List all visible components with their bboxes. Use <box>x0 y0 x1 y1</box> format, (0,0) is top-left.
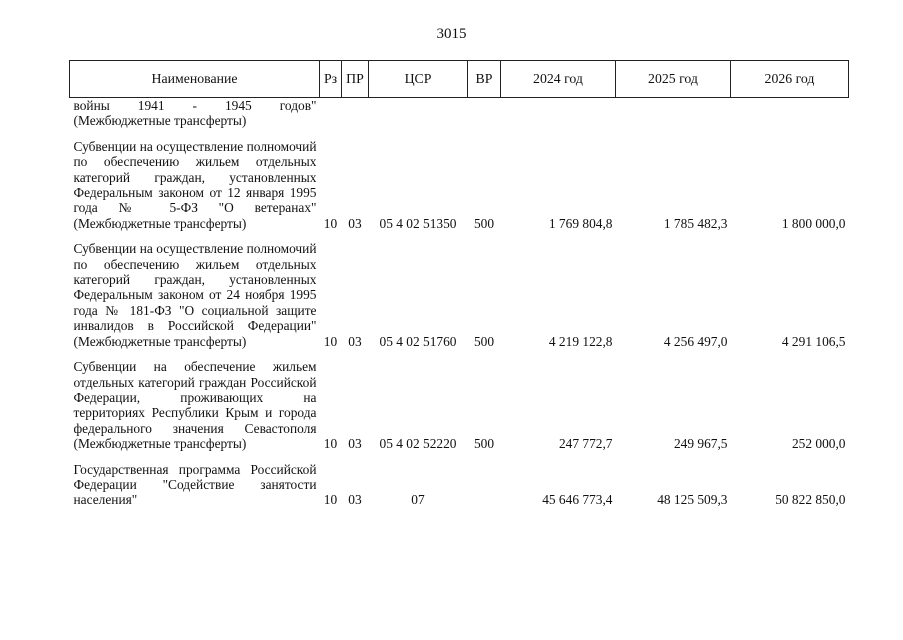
row-2024: 4 219 122,8 <box>548 333 613 349</box>
row-pr: 03 <box>348 436 362 452</box>
header-2025: 2025 год <box>616 61 731 98</box>
row-2024: 1 769 804,8 <box>548 215 613 231</box>
row-2025: 249 967,5 <box>673 436 728 452</box>
header-rz: Рз <box>320 61 342 98</box>
row-rz: 10 <box>323 215 338 231</box>
row-2026: 252 000,0 <box>791 436 846 452</box>
header-vr: ВР <box>468 61 501 98</box>
header-name: Наименование <box>70 61 320 98</box>
header-pr: ПР <box>342 61 369 98</box>
row-2025: 1 785 482,3 <box>663 215 728 231</box>
row-name: войны 1941 - 1945 годов" (Межбюджетные трансферты) <box>73 98 317 129</box>
row-rz: 10 <box>323 492 338 508</box>
row-pr: 03 <box>348 215 362 231</box>
row-2026: 1 800 000,0 <box>781 215 846 231</box>
row-csr: 07 <box>411 492 425 508</box>
row-vr: 500 <box>473 333 495 349</box>
page-number: 3015 <box>436 26 467 42</box>
row-csr: 05 4 02 51760 <box>379 333 457 349</box>
table-row <box>70 462 849 508</box>
table-row <box>70 359 849 451</box>
row-name: Субвенции на обеспечение жильем отдельных категорий граждан Российской Федерации, проживающих на территориях Республики Крым и города федерального значения Севастополя (Межбюджетные трансферты) <box>73 359 317 452</box>
row-name: Субвенции на осуществление полномочий по обеспечению жильем отдельных категорий граждан, установленных Федеральным законом от 12 января 1995 года № 5-ФЗ "О ветеранах" (Межбюджетные трансферты) <box>73 138 317 231</box>
row-vr <box>468 462 501 508</box>
row-2025: 48 125 509,3 <box>657 492 728 508</box>
row-vr: 500 <box>473 436 495 452</box>
row-2026: 50 822 850,0 <box>775 492 846 508</box>
row-pr: 03 <box>348 492 362 508</box>
budget-table <box>69 60 849 508</box>
row-2024: 247 772,7 <box>558 436 613 452</box>
table-row <box>70 139 849 231</box>
table-row-continuation <box>70 98 849 129</box>
row-rz: 10 <box>323 333 338 349</box>
row-2024: 45 646 773,4 <box>542 492 613 508</box>
table-header <box>70 61 849 98</box>
row-rz: 10 <box>323 436 338 452</box>
row-2026: 4 291 106,5 <box>781 333 846 349</box>
table-row <box>70 241 849 349</box>
header-2026: 2026 год <box>731 61 849 98</box>
row-name: Субвенции на осуществление полномочий по обеспечению жильем отдельных категорий граждан, установленных Федеральным законом от 24 ноября 1995 года № 181-ФЗ "О социальной защите инвалидов в Российской Федерации" (Межбюджетные трансферты) <box>73 241 317 349</box>
row-csr: 05 4 02 51350 <box>379 215 457 231</box>
row-csr: 05 4 02 52220 <box>379 436 457 452</box>
row-2025: 4 256 497,0 <box>663 333 728 349</box>
row-pr: 03 <box>348 333 362 349</box>
row-name: Государственная программа Российской Федерации "Содействие занятости населения" <box>73 461 317 508</box>
header-csr: ЦСР <box>369 61 468 98</box>
row-vr: 500 <box>473 215 495 231</box>
header-2024: 2024 год <box>501 61 616 98</box>
